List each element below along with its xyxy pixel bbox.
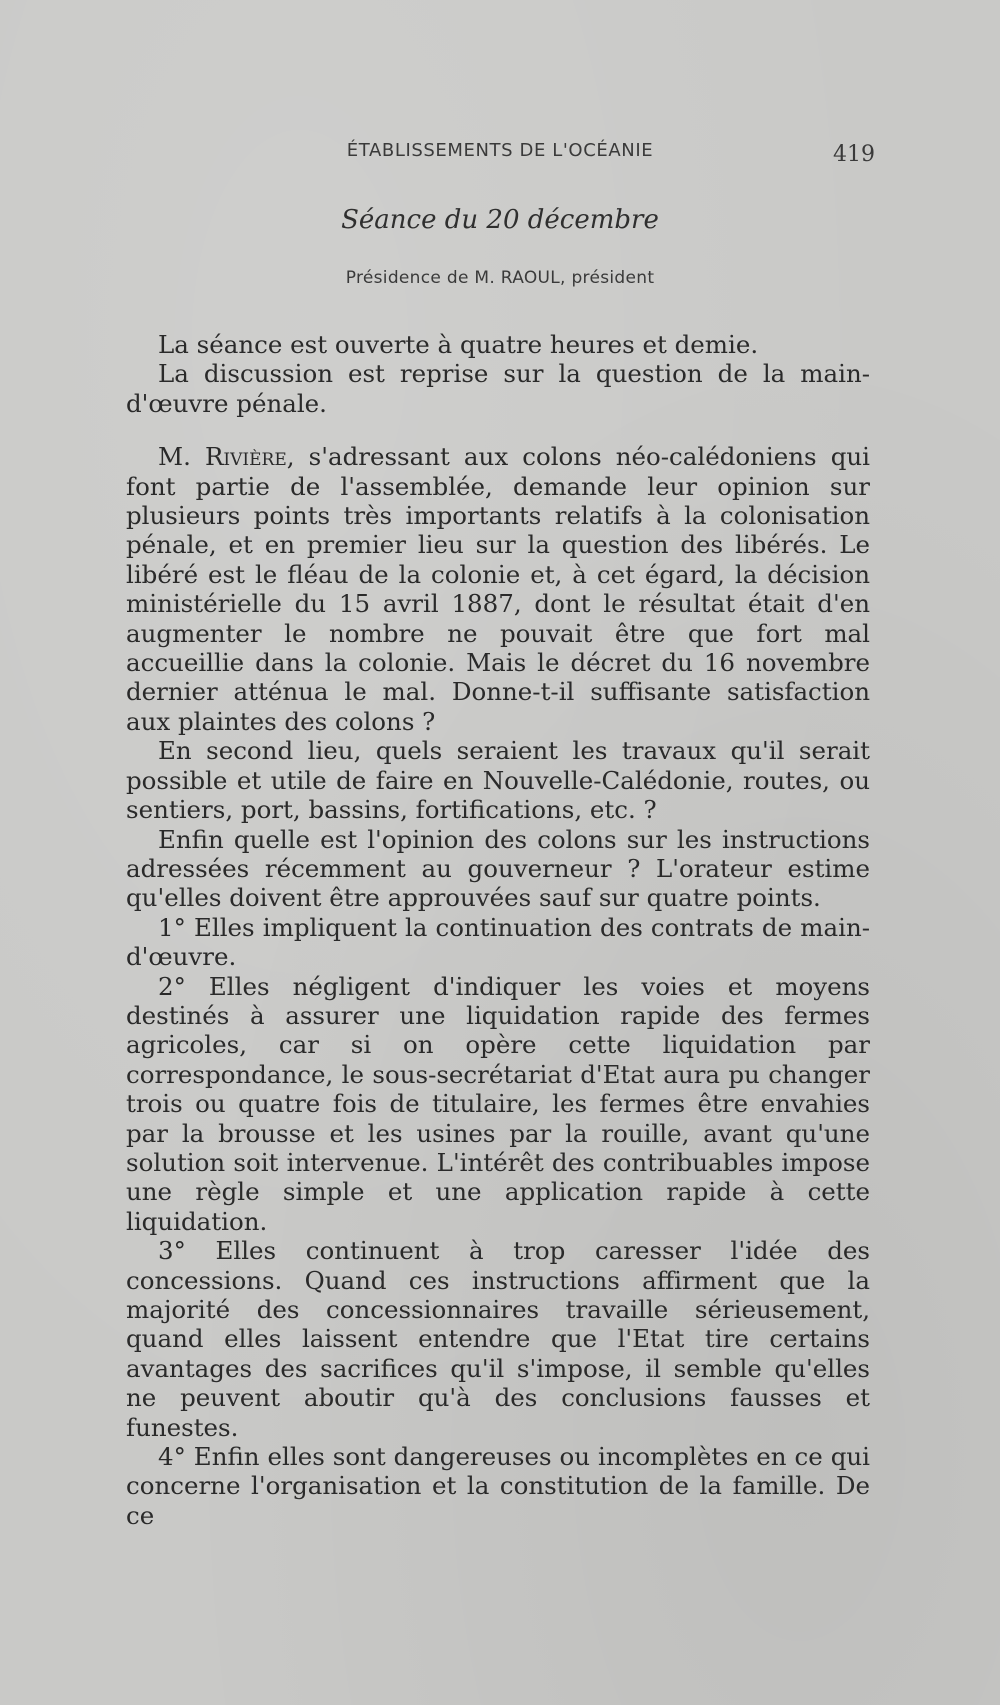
paragraph-opening: La séance est ouverte à quatre heures et demie. (158, 330, 759, 359)
page-number: 419 (833, 142, 875, 167)
paragraph-point-2: 2° Elles négligent d'indiquer les voies et moyens destinés à assurer une liquidation rapide des fermes agricoles, car si on opère cette liquidation par correspondance, le sous-secrétariat d'Etat aura pu changer trois ou quatre fois de titulaire, les fermes être envahies par la brousse et les usines par la rouille, avant qu'une solution soit intervenue. L'intérêt des contribuables impose une règle simple et une application rapide à cette liquidation. (126, 971, 870, 1236)
paragraph-second-point: En second lieu, quels seraient les travaux qu'il serait possible et utile de faire en Nouvelle-Calédonie, routes, ou sentiers, port, bassins, fortifications, etc. ? (126, 736, 870, 825)
paragraph-instructions: Enfin quelle est l'opinion des colons sur les instructions adressées récemment au gouverneur ? L'orateur estime qu'elles doivent être approuvées sauf sur quatre points. (126, 824, 870, 913)
session-title: Séance du 20 décembre (341, 205, 659, 235)
speaker-prefix: M. (158, 442, 205, 472)
speech-text: , s'adressant aux colons néo-calédoniens qui font partie de l'assemblée, demande leur opinion sur plusieurs points très importants relatifs à la colonisation pénale, et en premier lieu sur la question des libérés. Le libéré est le fléau de la colonie et, à cet égard, la décision ministérielle du 15 avril 1887, dont le résultat était d'en augmenter le nombre ne pouvait être que fort mal accueillie dans la colonie. Mais le décret du 16 novembre dernier atténua le mal. Donne-t-il suffisante satisfaction aux plaintes des colons ? (126, 442, 870, 736)
running-header (125, 140, 875, 174)
paragraph-point-4: 4° Enfin elles sont dangereuses ou incomplètes en ce qui concerne l'organisation et la constitution de la famille. De ce (126, 1442, 870, 1530)
paragraph-speech (126, 442, 870, 736)
running-title: ÉTABLISSEMENTS DE L'OCÉANIE (346, 140, 654, 161)
paragraph-point-1: 1° Elles impliquent la continuation des contrats de main-d'œuvre. (126, 912, 870, 972)
body-text (126, 330, 870, 1530)
paragraph-discussion: La discussion est reprise sur la question de la main-d'œuvre pénale. (126, 359, 870, 418)
presidency-line: Présidence de M. RAOUL, président (345, 268, 655, 288)
paragraph-point-3: 3° Elles continuent à trop caresser l'idée des concessions. Quand ces instructions affirment que la majorité des concessionnaires travaille sérieusement, quand elles laissent entendre que l'Etat tire certains avantages des sacrifices qu'il s'impose, il semble qu'elles ne peuvent aboutir qu'à des conclusions fausses et funestes. (126, 1236, 870, 1442)
speaker-name: Rivière (204, 442, 287, 472)
